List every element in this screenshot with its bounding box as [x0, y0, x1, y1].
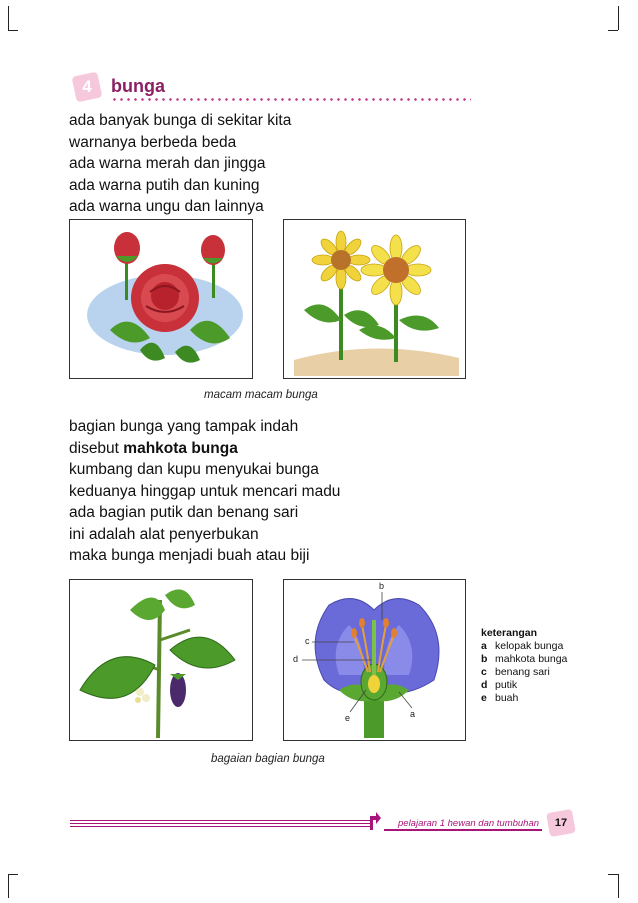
- section-title: bunga: [111, 76, 165, 96]
- eggplant-plant-illustration: [69, 579, 253, 741]
- poem-intro: [69, 110, 291, 218]
- rose-illustration: [69, 219, 253, 379]
- poem-line: ada warna ungu dan lainnya: [69, 198, 264, 215]
- legend-item: e buah: [481, 692, 519, 704]
- sunflower-illustration: [283, 219, 466, 379]
- poem-bold-term: mahkota bunga: [123, 439, 238, 457]
- poem-line-prefix: disebut: [69, 439, 124, 457]
- poem-flower-parts: [69, 416, 340, 567]
- page-number: 17: [554, 817, 568, 829]
- label-b: b: [379, 581, 385, 591]
- section-number-badge: [72, 72, 103, 103]
- poem-line: ada warna merah dan jingga: [69, 155, 266, 172]
- poem-line: ada bagian putik dan benang sari: [69, 504, 299, 521]
- poem-line: [69, 438, 340, 460]
- poem-line: maka bunga menjadi buah atau biji: [69, 547, 310, 564]
- legend-item: c benang sari: [481, 666, 550, 678]
- diagram-legend: [481, 627, 567, 705]
- poem-line: ada banyak bunga di sekitar kita: [69, 112, 292, 129]
- section-number: 4: [82, 77, 92, 96]
- dotted-divider: [111, 98, 471, 101]
- label-e: e: [345, 713, 351, 723]
- footer-chapter-title: pelajaran 1 hewan dan tumbuhan: [398, 818, 540, 829]
- footer-rule: [70, 820, 370, 828]
- legend-item: d putik: [481, 679, 518, 691]
- poem-line: ini adalah alat penyerbukan: [69, 525, 259, 543]
- legend-item: b mahkota bunga: [481, 653, 568, 665]
- crop-mark: [8, 874, 9, 898]
- crop-mark: [618, 6, 619, 30]
- poem-line: bagian bunga yang tampak indah: [69, 418, 299, 435]
- crop-mark: [618, 874, 619, 898]
- crop-mark: [8, 6, 9, 30]
- footer-underline: [384, 829, 542, 831]
- legend-title: keterangan: [481, 627, 538, 639]
- crop-mark: [8, 874, 18, 875]
- page-number-badge: [546, 809, 576, 837]
- crop-mark: [608, 874, 618, 875]
- caption-flower-types: macam macam bunga: [204, 389, 318, 401]
- label-c: c: [305, 636, 310, 646]
- flower-structure-diagram: [283, 579, 466, 741]
- poem-line: ada warna putih dan kuning: [69, 176, 260, 194]
- crop-mark: [8, 30, 18, 31]
- crop-mark: [608, 30, 618, 31]
- label-d: d: [293, 654, 299, 664]
- label-a: a: [410, 709, 416, 719]
- footer-arrow-icon: [368, 810, 382, 832]
- poem-line: kumbang dan kupu menyukai bunga: [69, 461, 319, 478]
- legend-item: a kelopak bunga: [481, 640, 564, 652]
- caption-flower-parts: bagaian bagian bunga: [211, 753, 325, 765]
- poem-line: keduanya hinggap untuk mencari madu: [69, 482, 341, 500]
- poem-line: warnanya berbeda beda: [69, 133, 237, 151]
